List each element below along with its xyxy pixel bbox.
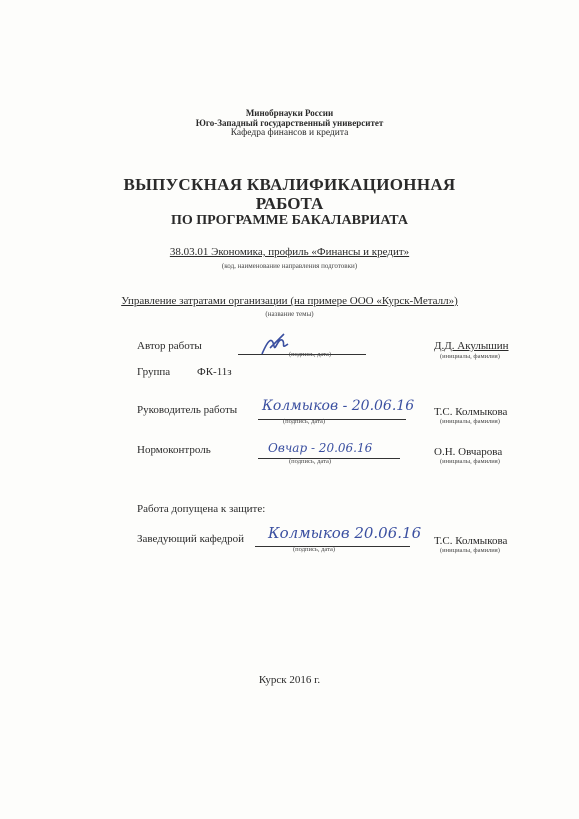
head-label: Заведующий кафедрой <box>137 533 244 545</box>
supervisor-signature-caption: (подпись, дата) <box>283 418 326 425</box>
direction-caption: (код, наименование направления подготовки) <box>221 262 358 270</box>
head-signature-caption: (подпись, дата) <box>293 546 336 553</box>
supervisor-label: Руководитель работы <box>137 404 238 416</box>
document-title-line3: ПО ПРОГРАММЕ БАКАЛАВРИАТА <box>171 213 408 228</box>
normcontrol-name: О.Н. Овчарова <box>434 446 503 458</box>
topic-caption: (название темы) <box>265 310 314 318</box>
group-value: ФК-11з <box>197 366 232 378</box>
document-title-line2: РАБОТА <box>255 194 324 213</box>
ministry-name: Минобрнауки России <box>245 108 334 118</box>
supervisor-signature-line <box>258 419 406 420</box>
normcontrol-signature: Овчар - 20.06.16 <box>268 441 373 455</box>
supervisor-name: Т.С. Колмыкова <box>434 406 508 418</box>
head-name-caption: (инициалы, фамилия) <box>440 547 500 554</box>
group-label: Группа <box>137 366 171 378</box>
admission-label: Работа допущена к защите: <box>137 503 266 515</box>
topic-value: Управление затратами организации (на примере ООО «Курск-Металл») <box>121 295 458 307</box>
normcontrol-name-caption: (инициалы, фамилия) <box>440 458 500 465</box>
normcontrol-label: Нормоконтроль <box>137 444 211 456</box>
author-name-caption: (инициалы, фамилия) <box>440 353 500 360</box>
normcontrol-signature-caption: (подпись, дата) <box>289 458 332 465</box>
author-signature-image <box>258 332 292 360</box>
supervisor-signature: Колмыков - 20.06.16 <box>262 398 415 414</box>
city-year: Курск 2016 г. <box>258 674 321 686</box>
author-label: Автор работы <box>137 340 202 352</box>
document-title-line1: ВЫПУСКНАЯ КВАЛИФИКАЦИОННАЯ <box>123 175 456 194</box>
supervisor-name-caption: (инициалы, фамилия) <box>440 418 500 425</box>
head-signature: Колмыков 20.06.16 <box>268 524 422 542</box>
direction-value: 38.03.01 Экономика, профиль «Финансы и кредит» <box>169 246 410 258</box>
author-name: Д.Д. Акулышин <box>434 340 509 352</box>
university-name: Юго-Западный государственный университет <box>195 118 384 128</box>
head-name: Т.С. Колмыкова <box>434 535 508 547</box>
author-signature-caption: (подпись, дата) <box>289 351 332 358</box>
department-name: Кафедра финансов и кредита <box>230 128 349 138</box>
